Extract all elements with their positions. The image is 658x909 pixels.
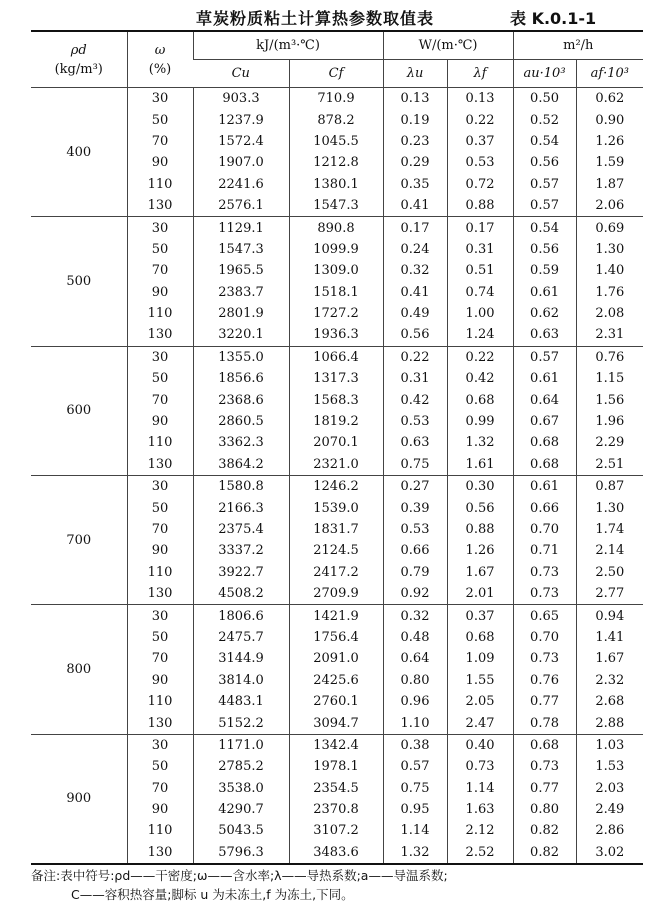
- header-density-symbol: ρd: [70, 42, 87, 58]
- cu-cell: 1572.4: [193, 131, 289, 152]
- lu-cell: 0.66: [383, 540, 447, 561]
- cu-cell: 1580.8: [193, 476, 289, 498]
- lu-cell: 0.80: [383, 670, 447, 691]
- cu-cell: 1856.6: [193, 368, 289, 389]
- lf-cell: 0.40: [447, 734, 513, 756]
- af-cell: 2.86: [576, 820, 643, 841]
- cf-cell: 1568.3: [289, 389, 383, 410]
- cu-cell: 3144.9: [193, 648, 289, 669]
- table-body: [31, 88, 643, 865]
- cu-cell: 1965.5: [193, 260, 289, 281]
- lf-cell: 1.67: [447, 562, 513, 583]
- cu-cell: 3922.7: [193, 562, 289, 583]
- table-row: [31, 734, 643, 756]
- cf-cell: 1518.1: [289, 282, 383, 303]
- moisture-cell: 70: [127, 131, 193, 152]
- cf-cell: 1212.8: [289, 152, 383, 173]
- cu-cell: 5796.3: [193, 842, 289, 864]
- au-cell: 0.73: [513, 562, 576, 583]
- cf-cell: 2070.1: [289, 432, 383, 453]
- lu-cell: 0.56: [383, 324, 447, 346]
- cu-cell: 4483.1: [193, 691, 289, 712]
- lf-cell: 0.51: [447, 260, 513, 281]
- af-cell: 2.77: [576, 583, 643, 605]
- density-cell: 900: [31, 734, 127, 864]
- moisture-cell: 30: [127, 217, 193, 239]
- lf-cell: 0.99: [447, 411, 513, 432]
- moisture-cell: 130: [127, 842, 193, 864]
- moisture-cell: 50: [127, 368, 193, 389]
- cf-cell: 2417.2: [289, 562, 383, 583]
- cu-cell: 3362.3: [193, 432, 289, 453]
- moisture-cell: 30: [127, 605, 193, 627]
- moisture-cell: 90: [127, 670, 193, 691]
- moisture-cell: 130: [127, 195, 193, 217]
- cf-cell: 2370.8: [289, 799, 383, 820]
- cf-cell: 1380.1: [289, 174, 383, 195]
- af-cell: 0.94: [576, 605, 643, 627]
- moisture-cell: 70: [127, 389, 193, 410]
- table-row: [31, 88, 643, 110]
- af-cell: 2.50: [576, 562, 643, 583]
- cf-cell: 1099.9: [289, 239, 383, 260]
- table-row: [31, 217, 643, 239]
- au-cell: 0.76: [513, 670, 576, 691]
- moisture-cell: 50: [127, 109, 193, 130]
- cf-cell: 3094.7: [289, 712, 383, 734]
- af-cell: 0.62: [576, 88, 643, 110]
- lf-cell: 2.52: [447, 842, 513, 864]
- au-cell: 0.80: [513, 799, 576, 820]
- moisture-cell: 30: [127, 476, 193, 498]
- lu-cell: 1.32: [383, 842, 447, 864]
- au-cell: 0.50: [513, 88, 576, 110]
- lf-cell: 0.42: [447, 368, 513, 389]
- lu-cell: 0.24: [383, 239, 447, 260]
- header-moisture-symbol: ω: [154, 42, 166, 58]
- lu-cell: 0.53: [383, 411, 447, 432]
- lf-cell: 2.47: [447, 712, 513, 734]
- table-row: [31, 476, 643, 498]
- af-cell: 1.26: [576, 131, 643, 152]
- lu-cell: 0.79: [383, 562, 447, 583]
- cf-cell: 1309.0: [289, 260, 383, 281]
- au-cell: 0.61: [513, 368, 576, 389]
- af-cell: 1.96: [576, 411, 643, 432]
- cf-cell: 2321.0: [289, 454, 383, 476]
- lf-cell: 0.37: [447, 605, 513, 627]
- au-cell: 0.68: [513, 454, 576, 476]
- cf-cell: 1978.1: [289, 756, 383, 777]
- cf-cell: 1831.7: [289, 519, 383, 540]
- lu-cell: 1.14: [383, 820, 447, 841]
- cf-cell: 2425.6: [289, 670, 383, 691]
- note-line-2: C——容积热容量;脚标 u 为未冻土,f 为冻土,下同。: [71, 887, 354, 902]
- moisture-cell: 50: [127, 627, 193, 648]
- cf-cell: 1756.4: [289, 627, 383, 648]
- header-group-diffusivity: m²/h: [513, 31, 643, 60]
- cu-cell: 5043.5: [193, 820, 289, 841]
- lf-cell: 0.22: [447, 346, 513, 368]
- au-cell: 0.82: [513, 820, 576, 841]
- au-cell: 0.68: [513, 432, 576, 453]
- lu-cell: 0.92: [383, 583, 447, 605]
- cu-cell: 3220.1: [193, 324, 289, 346]
- af-cell: 1.30: [576, 497, 643, 518]
- au-cell: 0.59: [513, 260, 576, 281]
- af-cell: 1.30: [576, 239, 643, 260]
- au-cell: 0.71: [513, 540, 576, 561]
- af-cell: 2.49: [576, 799, 643, 820]
- header-group-heat-capacity: kJ/(m³·℃): [193, 31, 383, 60]
- au-cell: 0.66: [513, 497, 576, 518]
- cu-cell: 3864.2: [193, 454, 289, 476]
- au-cell: 0.63: [513, 324, 576, 346]
- moisture-cell: 130: [127, 454, 193, 476]
- density-cell: 500: [31, 217, 127, 346]
- cu-cell: 1129.1: [193, 217, 289, 239]
- af-cell: 1.53: [576, 756, 643, 777]
- moisture-cell: 30: [127, 88, 193, 110]
- cf-cell: 3107.2: [289, 820, 383, 841]
- cf-cell: 1819.2: [289, 411, 383, 432]
- cf-cell: 2354.5: [289, 778, 383, 799]
- au-cell: 0.62: [513, 303, 576, 324]
- density-cell: 700: [31, 476, 127, 605]
- moisture-cell: 90: [127, 540, 193, 561]
- thermal-parameter-table: [31, 30, 643, 865]
- cf-cell: 2709.9: [289, 583, 383, 605]
- cf-cell: 1066.4: [289, 346, 383, 368]
- header-moisture-unit: (%): [148, 61, 172, 77]
- af-cell: 0.87: [576, 476, 643, 498]
- moisture-cell: 110: [127, 432, 193, 453]
- lf-cell: 0.13: [447, 88, 513, 110]
- lf-cell: 1.26: [447, 540, 513, 561]
- cu-cell: 2383.7: [193, 282, 289, 303]
- lu-cell: 0.38: [383, 734, 447, 756]
- cu-cell: 3337.2: [193, 540, 289, 561]
- au-cell: 0.67: [513, 411, 576, 432]
- moisture-cell: 70: [127, 519, 193, 540]
- af-cell: 0.69: [576, 217, 643, 239]
- cu-cell: 1806.6: [193, 605, 289, 627]
- moisture-cell: 110: [127, 174, 193, 195]
- cf-cell: 1246.2: [289, 476, 383, 498]
- lu-cell: 0.22: [383, 346, 447, 368]
- header-lu: λu: [383, 60, 447, 88]
- lu-cell: 0.63: [383, 432, 447, 453]
- af-cell: 2.31: [576, 324, 643, 346]
- cf-cell: 2760.1: [289, 691, 383, 712]
- moisture-cell: 110: [127, 303, 193, 324]
- table-caption: [0, 4, 658, 28]
- cf-cell: 1539.0: [289, 497, 383, 518]
- af-cell: 3.02: [576, 842, 643, 864]
- af-cell: 1.56: [576, 389, 643, 410]
- au-cell: 0.56: [513, 152, 576, 173]
- header-density: [31, 31, 127, 88]
- cu-cell: 1237.9: [193, 109, 289, 130]
- lf-cell: 0.74: [447, 282, 513, 303]
- af-cell: 2.68: [576, 691, 643, 712]
- moisture-cell: 130: [127, 712, 193, 734]
- cf-cell: 1342.4: [289, 734, 383, 756]
- au-cell: 0.68: [513, 734, 576, 756]
- au-cell: 0.65: [513, 605, 576, 627]
- lf-cell: 0.17: [447, 217, 513, 239]
- table-note: [31, 866, 643, 904]
- lf-cell: 2.01: [447, 583, 513, 605]
- moisture-cell: 110: [127, 562, 193, 583]
- lu-cell: 0.35: [383, 174, 447, 195]
- au-cell: 0.57: [513, 174, 576, 195]
- lf-cell: 1.09: [447, 648, 513, 669]
- cf-cell: 1045.5: [289, 131, 383, 152]
- cu-cell: 2475.7: [193, 627, 289, 648]
- lu-cell: 0.17: [383, 217, 447, 239]
- lf-cell: 0.73: [447, 756, 513, 777]
- af-cell: 1.59: [576, 152, 643, 173]
- moisture-cell: 50: [127, 497, 193, 518]
- af-cell: 2.03: [576, 778, 643, 799]
- lf-cell: 0.53: [447, 152, 513, 173]
- au-cell: 0.57: [513, 195, 576, 217]
- header-density-unit: (kg/m³): [54, 61, 103, 77]
- au-cell: 0.61: [513, 476, 576, 498]
- lu-cell: 0.96: [383, 691, 447, 712]
- cu-cell: 2166.3: [193, 497, 289, 518]
- lu-cell: 0.48: [383, 627, 447, 648]
- au-cell: 0.56: [513, 239, 576, 260]
- density-cell: 800: [31, 605, 127, 734]
- lf-cell: 2.12: [447, 820, 513, 841]
- lu-cell: 1.10: [383, 712, 447, 734]
- au-cell: 0.54: [513, 217, 576, 239]
- au-cell: 0.61: [513, 282, 576, 303]
- af-cell: 1.41: [576, 627, 643, 648]
- note-line-1: 备注:表中符号:ρd——干密度;ω——含水率;λ——导热系数;a——导温系数;: [31, 868, 448, 883]
- au-cell: 0.73: [513, 648, 576, 669]
- moisture-cell: 90: [127, 282, 193, 303]
- lf-cell: 0.22: [447, 109, 513, 130]
- au-cell: 0.73: [513, 583, 576, 605]
- lu-cell: 0.27: [383, 476, 447, 498]
- af-cell: 0.76: [576, 346, 643, 368]
- af-cell: 1.74: [576, 519, 643, 540]
- cu-cell: 2576.1: [193, 195, 289, 217]
- density-cell: 600: [31, 346, 127, 475]
- af-cell: 1.67: [576, 648, 643, 669]
- lu-cell: 0.39: [383, 497, 447, 518]
- moisture-cell: 30: [127, 734, 193, 756]
- lu-cell: 0.49: [383, 303, 447, 324]
- table-number: 表 K.0.1-1: [510, 9, 597, 28]
- header-cu: Cu: [193, 60, 289, 88]
- header-au: au·10³: [513, 60, 576, 88]
- af-cell: 1.15: [576, 368, 643, 389]
- au-cell: 0.78: [513, 712, 576, 734]
- cf-cell: 1421.9: [289, 605, 383, 627]
- moisture-cell: 50: [127, 756, 193, 777]
- cu-cell: 2801.9: [193, 303, 289, 324]
- af-cell: 2.06: [576, 195, 643, 217]
- af-cell: 0.90: [576, 109, 643, 130]
- lu-cell: 0.41: [383, 282, 447, 303]
- lf-cell: 1.63: [447, 799, 513, 820]
- header-moisture: [127, 31, 193, 88]
- cu-cell: 1171.0: [193, 734, 289, 756]
- lf-cell: 2.05: [447, 691, 513, 712]
- af-cell: 2.08: [576, 303, 643, 324]
- table-title: 草炭粉质粘土计算热参数取值表: [196, 9, 435, 28]
- af-cell: 1.03: [576, 734, 643, 756]
- lf-cell: 1.55: [447, 670, 513, 691]
- af-cell: 1.76: [576, 282, 643, 303]
- cf-cell: 878.2: [289, 109, 383, 130]
- lf-cell: 0.68: [447, 627, 513, 648]
- au-cell: 0.82: [513, 842, 576, 864]
- moisture-cell: 90: [127, 152, 193, 173]
- af-cell: 2.14: [576, 540, 643, 561]
- lu-cell: 0.41: [383, 195, 447, 217]
- af-cell: 1.40: [576, 260, 643, 281]
- cu-cell: 2241.6: [193, 174, 289, 195]
- lf-cell: 0.31: [447, 239, 513, 260]
- moisture-cell: 130: [127, 324, 193, 346]
- lu-cell: 0.31: [383, 368, 447, 389]
- au-cell: 0.52: [513, 109, 576, 130]
- table-header: [31, 31, 643, 88]
- au-cell: 0.77: [513, 691, 576, 712]
- moisture-cell: 70: [127, 260, 193, 281]
- cu-cell: 4290.7: [193, 799, 289, 820]
- lf-cell: 0.88: [447, 195, 513, 217]
- cu-cell: 5152.2: [193, 712, 289, 734]
- lu-cell: 0.13: [383, 88, 447, 110]
- lf-cell: 0.72: [447, 174, 513, 195]
- au-cell: 0.73: [513, 756, 576, 777]
- moisture-cell: 70: [127, 778, 193, 799]
- lu-cell: 0.23: [383, 131, 447, 152]
- lf-cell: 1.24: [447, 324, 513, 346]
- au-cell: 0.57: [513, 346, 576, 368]
- table-row: [31, 346, 643, 368]
- af-cell: 2.51: [576, 454, 643, 476]
- moisture-cell: 30: [127, 346, 193, 368]
- moisture-cell: 110: [127, 691, 193, 712]
- cu-cell: 4508.2: [193, 583, 289, 605]
- moisture-cell: 130: [127, 583, 193, 605]
- cu-cell: 3814.0: [193, 670, 289, 691]
- lf-cell: 0.37: [447, 131, 513, 152]
- moisture-cell: 70: [127, 648, 193, 669]
- cf-cell: 2091.0: [289, 648, 383, 669]
- cu-cell: 1547.3: [193, 239, 289, 260]
- cf-cell: 1547.3: [289, 195, 383, 217]
- table-row: [31, 605, 643, 627]
- lf-cell: 0.56: [447, 497, 513, 518]
- af-cell: 2.32: [576, 670, 643, 691]
- cu-cell: 903.3: [193, 88, 289, 110]
- lu-cell: 0.19: [383, 109, 447, 130]
- header-group-conductivity: W/(m·℃): [383, 31, 513, 60]
- au-cell: 0.77: [513, 778, 576, 799]
- header-cf: Cf: [289, 60, 383, 88]
- cu-cell: 1907.0: [193, 152, 289, 173]
- cu-cell: 1355.0: [193, 346, 289, 368]
- moisture-cell: 50: [127, 239, 193, 260]
- lf-cell: 1.61: [447, 454, 513, 476]
- au-cell: 0.54: [513, 131, 576, 152]
- lf-cell: 0.88: [447, 519, 513, 540]
- lf-cell: 1.32: [447, 432, 513, 453]
- moisture-cell: 90: [127, 411, 193, 432]
- lf-cell: 1.14: [447, 778, 513, 799]
- cf-cell: 1936.3: [289, 324, 383, 346]
- cf-cell: 710.9: [289, 88, 383, 110]
- cf-cell: 3483.6: [289, 842, 383, 864]
- lu-cell: 0.53: [383, 519, 447, 540]
- af-cell: 2.88: [576, 712, 643, 734]
- lu-cell: 0.95: [383, 799, 447, 820]
- lf-cell: 0.30: [447, 476, 513, 498]
- cf-cell: 2124.5: [289, 540, 383, 561]
- lu-cell: 0.42: [383, 389, 447, 410]
- au-cell: 0.70: [513, 627, 576, 648]
- header-af: af·10³: [576, 60, 643, 88]
- lu-cell: 0.32: [383, 605, 447, 627]
- cu-cell: 2368.6: [193, 389, 289, 410]
- lu-cell: 0.32: [383, 260, 447, 281]
- header-lf: λf: [447, 60, 513, 88]
- moisture-cell: 110: [127, 820, 193, 841]
- cf-cell: 1317.3: [289, 368, 383, 389]
- cu-cell: 2375.4: [193, 519, 289, 540]
- lu-cell: 0.75: [383, 778, 447, 799]
- lf-cell: 0.68: [447, 389, 513, 410]
- lu-cell: 0.29: [383, 152, 447, 173]
- cu-cell: 3538.0: [193, 778, 289, 799]
- cu-cell: 2785.2: [193, 756, 289, 777]
- moisture-cell: 90: [127, 799, 193, 820]
- cf-cell: 890.8: [289, 217, 383, 239]
- au-cell: 0.64: [513, 389, 576, 410]
- lu-cell: 0.57: [383, 756, 447, 777]
- af-cell: 1.87: [576, 174, 643, 195]
- au-cell: 0.70: [513, 519, 576, 540]
- cu-cell: 2860.5: [193, 411, 289, 432]
- lu-cell: 0.64: [383, 648, 447, 669]
- lu-cell: 0.75: [383, 454, 447, 476]
- cf-cell: 1727.2: [289, 303, 383, 324]
- af-cell: 2.29: [576, 432, 643, 453]
- density-cell: 400: [31, 88, 127, 217]
- lf-cell: 1.00: [447, 303, 513, 324]
